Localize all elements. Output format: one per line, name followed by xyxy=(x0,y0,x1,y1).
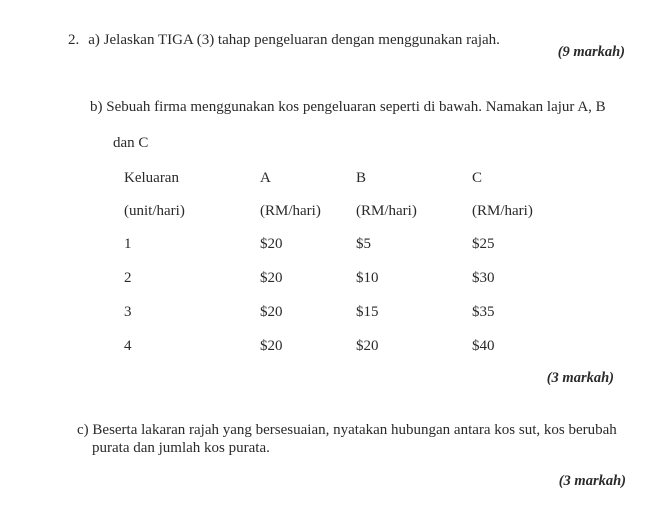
table-cell: $35 xyxy=(472,304,495,320)
table-cell: 3 xyxy=(124,304,132,320)
table-cell: 2 xyxy=(124,270,132,286)
header-c: C xyxy=(472,170,483,186)
table-cell: $25 xyxy=(472,236,495,252)
marks-a: (9 markah) xyxy=(557,44,625,60)
question-c-line1: c) Beserta lakaran rajah yang bersesuaian, nyatakan hubungan antara kos sut, kos berubah xyxy=(77,422,617,438)
unit-c: (RM/hari) xyxy=(472,203,533,219)
table-cell: $40 xyxy=(472,338,495,354)
question-number: 2. xyxy=(68,32,80,48)
table-cell: $15 xyxy=(356,304,379,320)
table-cell: $20 xyxy=(260,236,283,252)
table-cell: $5 xyxy=(356,236,371,252)
unit-a: (RM/hari) xyxy=(260,203,321,219)
table-cell: $20 xyxy=(260,338,283,354)
table-cell: $20 xyxy=(260,304,283,320)
unit-keluaran: (unit/hari) xyxy=(124,203,185,219)
question-a-text: a) Jelaskan TIGA (3) tahap pengeluaran dengan menggunakan rajah. xyxy=(88,32,500,48)
header-keluaran: Keluaran xyxy=(124,170,179,186)
table-cell: $30 xyxy=(472,270,495,286)
table-cell: 4 xyxy=(124,338,132,354)
question-2a xyxy=(68,32,500,49)
marks-c: (3 markah) xyxy=(558,473,626,489)
header-a: A xyxy=(260,170,271,186)
table-cell: $10 xyxy=(356,270,379,286)
marks-b: (3 markah) xyxy=(546,370,614,386)
unit-b: (RM/hari) xyxy=(356,203,417,219)
table-cell: $20 xyxy=(356,338,379,354)
table-cell: 1 xyxy=(124,236,132,252)
table-cell: $20 xyxy=(260,270,283,286)
question-b-line1: b) Sebuah firma menggunakan kos pengeluaran seperti di bawah. Namakan lajur A, B xyxy=(90,99,606,115)
question-b-line2: dan C xyxy=(113,135,149,151)
header-b: B xyxy=(356,170,367,186)
question-c-line2: purata dan jumlah kos purata. xyxy=(92,440,270,456)
